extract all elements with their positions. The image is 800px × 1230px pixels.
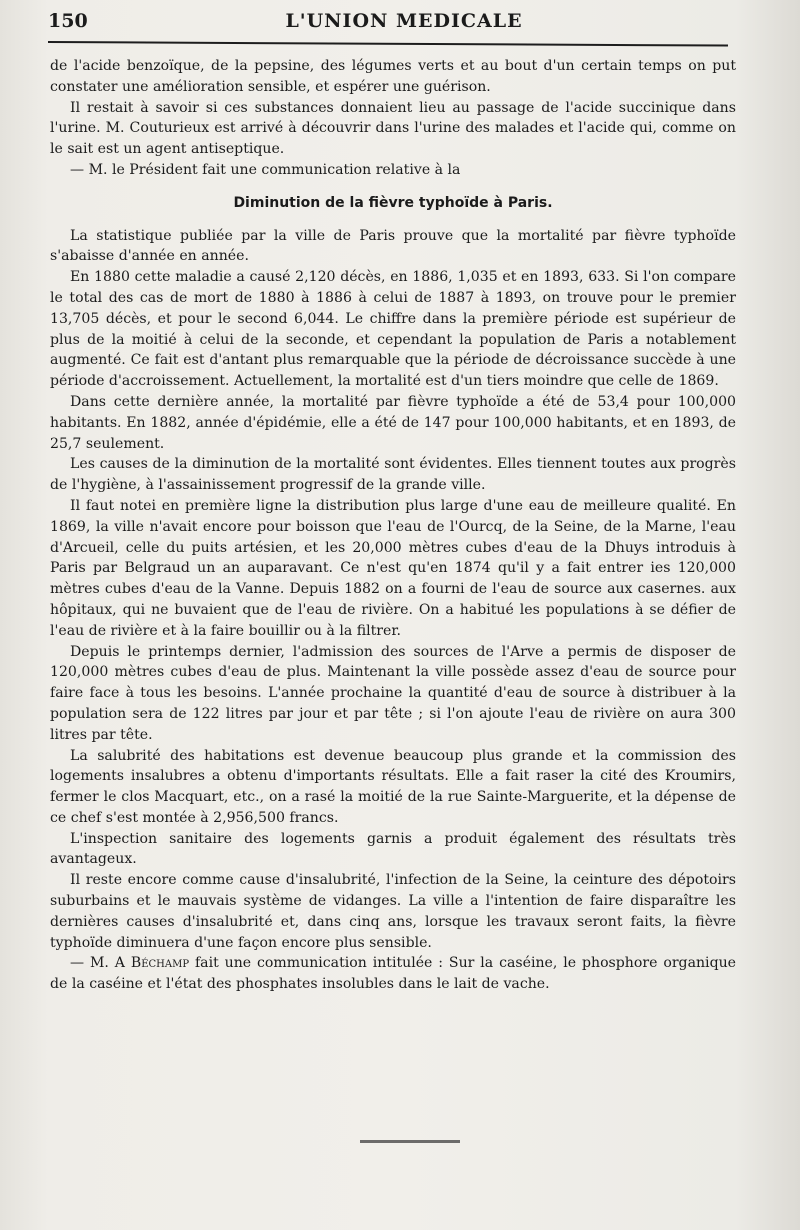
paragraph: Depuis le printemps dernier, l'admission des sources de l'Arve a permis de disposer de 120,000 mètres cubes d'eau de plus. Maintenant la ville possède assez d'eau de source pour faire face à tous les besoins. L'année prochaine la quantité d'eau de source à distribuer à la population sera de 122 litres par jour et par tête ; si l'on ajoute l'eau de rivière on aura 300 litres par tête. bbox=[50, 643, 736, 743]
paragraph: La salubrité des habitations est devenue beaucoup plus grande et la commission des logements insalubres a obtenu d'importants résultats. Elle a fait raser la cité des Kroumirs, fermer le clos Macquart, etc., on a rasé la moitié de la rue Sainte-Marguerite, et la dépense de ce chef s'est montée à 2,956,500 francs. bbox=[50, 747, 736, 826]
page-header bbox=[48, 6, 760, 36]
communication-text: fait une communication intitulée : Sur la caséine, le phosphore organique de la caséine et l'état des phosphates insolubles dans le lait de vache. bbox=[50, 955, 737, 993]
paragraph: Il faut notei en première ligne la distribution plus large d'une eau de meilleure qualité. En 1869, la ville n'avait encore pour boisson que l'eau de l'Ourcq, de la Seine, de la Marne, l'eau d'Arcueil, celle du puits artésien, et les 20,000 mètres cubes d'eau de la Dhuys introduis à Paris par Belgraud un an auparavant. Ce n'est qu'en 1874 qu'il y a fait entrer ies 120,000 mètres cubes d'eau de la Vanne. Depuis 1882 on a fourni de l'eau de source aux casernes. aux hôpitaux, qui ne buvaient que de l'eau de rivière. On a habitué les populations à se défier de l'eau de rivière et à la faire bouillir ou à la filtrer. bbox=[50, 497, 736, 639]
paragraph: Les causes de la diminution de la mortalité sont évidentes. Elles tiennent toutes aux progrès de l'hygiène, à l'assainissement progressif de la grande ville. bbox=[50, 456, 736, 494]
author-name: Béchamp bbox=[130, 955, 190, 972]
page-body bbox=[50, 56, 736, 995]
paragraph: Il reste encore comme cause d'insalubrité, l'infection de la Seine, la ceinture des dépotoirs suburbains et le mauvais système de vidanges. La ville a l'intention de faire disparaître les dernières causes d'insalubrité et, dans cinq ans, lorsque les travaux seront faits, la fièvre typhoïde diminuera d'une façon encore plus sensible. bbox=[50, 872, 736, 951]
paragraph: Dans cette dernière année, la mortalité par fièvre typhoïde a été de 53,4 pour 100,000 habitants. En 1882, année d'épidémie, elle a été de 147 pour 100,000 habitants, et en 1893, de 25,7 seulement. bbox=[50, 393, 736, 452]
paragraph-continuation: de l'acide benzoïque, de la pepsine, des légumes verts et au bout d'un certain temps on put constater une amélioration sensible, et espérer une guérison. bbox=[50, 58, 736, 95]
paragraph: En 1880 cette maladie a causé 2,120 décès, en 1886, 1,035 et en 1893, 633. Si l'on compare le total des cas de mort de 1880 à 1886 à celui de 1887 à 1893, on trouve pour le premier 13,705 décès, et pour le second 6,044. Le chiffre dans la première période est supérieur de plus de la moitié à celui de la seconde, et cependant la population de Paris a notablement augmenté. Ce fait est d'antant plus remarquable que la période de décroissance succède à une période d'accroissement. Actuellement, la mortalité est d'un tiers moindre que celle de 1869. bbox=[50, 269, 736, 390]
section-title: Diminution de la fièvre typhoïde à Paris. bbox=[233, 194, 553, 211]
paragraph-communication bbox=[50, 953, 736, 995]
header-rule bbox=[48, 41, 728, 47]
paragraph: Il restait à savoir si ces substances donnaient lieu au passage de l'acide succinique dans l'urine. M. Couturieux est arrivé à découvrir dans l'urine des malades et l'acide qui, comme on le sait est un agent antiseptique. bbox=[50, 99, 736, 158]
print-mark bbox=[360, 1140, 460, 1143]
paragraph: L'inspection sanitaire des logements garnis a produit également des résultats très avantageux. bbox=[50, 830, 736, 868]
paragraph: La statistique publiée par la ville de Paris prouve que la mortalité par fièvre typhoïde s'abaisse d'année en année. bbox=[50, 227, 736, 265]
paragraph: — M. le Président fait une communication relative à la bbox=[70, 161, 461, 178]
page-number: 150 bbox=[48, 10, 88, 32]
running-head: L'UNION MEDICALE bbox=[285, 10, 523, 32]
communication-lead: — M. A bbox=[70, 955, 131, 972]
